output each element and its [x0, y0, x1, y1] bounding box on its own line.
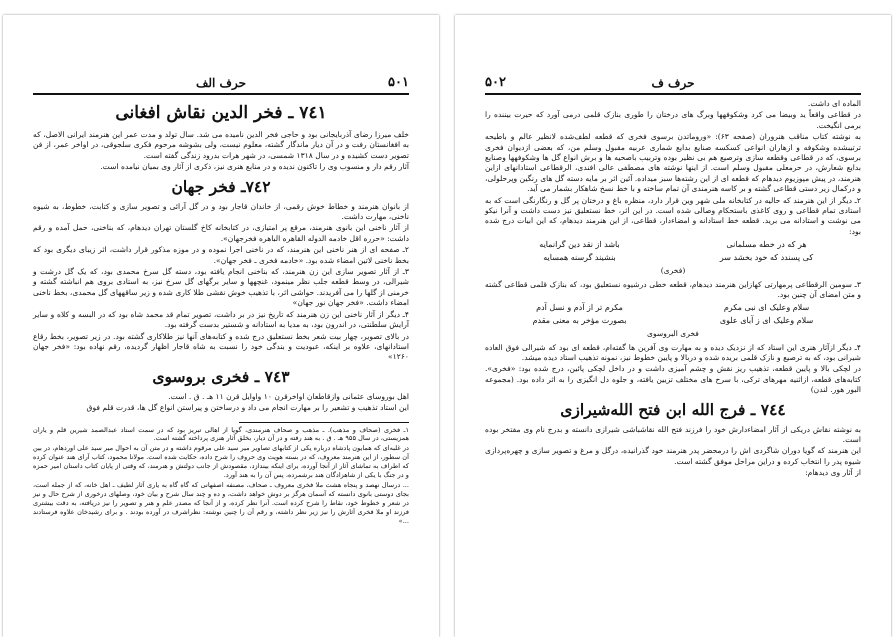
right-page	[455, 15, 891, 637]
poem-line: کی پسندد که خود بخشد سر	[719, 252, 814, 262]
paragraph: ۳ـ از آثار تصویر سازی این زن هنرمند، که بناخنی انجام یافته بود، دسته گل سرخ محمدی بود، که یک گل درشت و شیرالی، در وسط قطعه جلب نظر مینمود، غنچهها و سایر برگهای گل سرخ نیز، به استادی بروی هم انباشته گشته و خرمنی از گلها را می آفریدند. حواشی اثر، با تذهیب خوش نقشی طلا کاری شده و زیر ساقههای گل محمدی، بخط ناخنی امضاء داشت. «فخر جهان نور جهان»	[33, 267, 409, 308]
poem-line: باشد از نقد دین گرانمایه	[539, 240, 620, 250]
page-content	[33, 99, 409, 631]
running-title: حرف ف	[651, 76, 695, 90]
poem-line: بنشیند گرسنه همسایه	[543, 252, 616, 262]
paragraph: در بالای تصویر، چهار بیت شعر بخط نستعلیق درج شده و کتابه‌های آنها نیز طلاکاری گشته بود. در زیر تصویر، بخط رقاع استادانهای، علاوه بر اینکه، عبودیت و بندگی خود را نسبت به شاه قاجار اظهار گردیده، رقم نهاده بود: «فخر جهان ۱۲۶۰»	[33, 331, 409, 362]
paragraph: اهل بوروسای عثمانی وازقاطعان اواخرقرن ۱۰ واوایل قرن ۱۱ هـ . ق . است.	[168, 391, 409, 401]
poem-line: هر که در خطه مسلمانی	[726, 240, 807, 250]
page-header	[485, 67, 861, 95]
paragraph: از آثار وی دیدهام:	[805, 468, 861, 478]
paragraph: الماده ای داشت.	[807, 99, 861, 108]
paragraph: به نوشته نقاش دریکی از آثار امضاءدارش خود را فرزند فتح الله نقاشباشی شیرازی دانسته و بدرج نام وی مفتخر بوده است.	[485, 424, 861, 444]
paragraph: ۲ـ صفحه ای از هنر ناخنی این هنرمند، که در ناخنی اجرا نموده و در موزه مذکور قرار داشت، اثر زیبای دیگری بود که بخط ناخنی لاتین امضاء شده بود. «خادمه فخری ـ فخر جهان».	[33, 245, 409, 265]
paragraph: ۴ـ دیگر ازآثار هنری این استاد که از نزدیک دیده و به مهارت وی آفرین ها گفته‌ام، قطعه ای بود که شیرالی فوق العاده شیرانی بود، که به ترصیع و نازک قلمی بریده شده و دربالا و پایین خطوط نیز، نمونه تذهیب استاد دیده میشد.	[485, 342, 861, 362]
entry-heading: ٧٤٢ـ فخر جهان	[171, 176, 271, 196]
poem-verses	[495, 303, 851, 326]
paragraph: خلف میرزا رضای آذربایجانی بود و حاجی فخر الدین نامیده می شد. سال تولد و مدت عمر این هنرمند ایرانی الاصل، که به افغانستان رفت و در آن دیار ماندگار گشته، معلوم نیست، ولی بشوشه مرحوم فکری سلجوقی، در اواخر عمر، از فن تصویر دست کشیده و در سال ۱۳۱۸ شمسی، در شهر هرات بدرود زندگی گفته است.	[33, 130, 409, 160]
poem-attribution: (فخری)	[660, 266, 686, 276]
entry-heading: ٧٤٤ ـ فرج الله ابن فتح الله‌شیرازی	[560, 399, 786, 419]
paragraph: ۲ـ دیگر از این هنرمند که حالیه در کتابخانه ملی شهر وین قرار دارد، منظره باغ و درختان پر گل و رنگارنگی است که به استادی تمام قطاعی و روی کاغذی باستحکام وصالی شده است. در این اثر، خط نستعلیق نیز دست داشت و آنرا نیکو می نوشت و استادانه می برید. قطعه خط استادانه و امضاءدار، قطاعی، از این هنرمند دیدهام، که این ابیات درج شده بود:	[485, 195, 861, 236]
page-number: ۵۰۲	[485, 75, 506, 90]
paragraph: ۳ـ سومین الرقطاعی پرمهارتی کهازاین هنرمند دیدهام، قطعه خطی درشیوه نستعلیق بود، که بنازک قلمی قطاعی گشته و متن امضای آن چنین بود.	[485, 279, 861, 299]
poem-attribution: فخری البروسوی	[647, 329, 699, 339]
footnote-divider	[239, 422, 409, 423]
poem-line: سلام وعلیک ای ز آبای علوی	[719, 315, 814, 325]
page-number: ۵۰۱	[388, 75, 409, 90]
poem-line: مکرم تر از آدم و نسل آدم	[536, 303, 623, 313]
paragraph: ۴ـ دیگر از آثار ناخنی این زن هنرمند که تاریخ نیز در بر داشت، تصویر تمام قد محمد شاه بود که در البسه و کلاه و سایر آرایش سلطنتی، در اندرون بود، به مدیا به استادانه و شستیر بدست گرفته بود.	[33, 309, 409, 330]
entry-heading: ٧٤١ ـ فخر الدین نقاش افغانی	[115, 103, 327, 123]
left-page	[3, 15, 439, 637]
entry-heading: ٧٤٣ ـ فخری بروسوی	[152, 366, 290, 386]
paragraph: این هنرمند که گویا دوران شاگردی اش را درمحضر پدر هنرمند خود گذرانیده، درگل و مرغ و تصویر سازی و چهره‌پردازی شیوه پدر را انتخاب کرده و دراین مراحل موفق گشته است.	[485, 446, 861, 466]
paragraph: این استاد تذهیب و تشعیر را بر مهارت انجام می داد و درساختن و پیراستن انواع گل ها، قدرت قلم فوق	[86, 403, 409, 413]
footnote: ... درسال نهصد و پنجاه هشت ملا فخری معروف ـ صحاف، مصنفه اصفهانی که گاه گاه به یاری آثار لطیف ـ اهل خانه، که از جمله است، بجای دوستی بانوی دانسته که آسمان هرگز بر دوش خواهد داشت، و ده و چند سال شرح و بیان خود، وصلهای درخوری از شرح حال و نیز در شعر و خطوط خود، نقاط را شرح کرده است. آنرا نظر کرده، و از آنجا که مصدر علم و هنر و تصویر را نیز دریافته، به دقت بیشتری فرزند او ملا فخری آثارش را نیز زیر نظر داشته، و رقم آن را چنین نوشته: نظراشرف در آورده بودند . و برای رشید‌خان علاوه فرستادند ...»	[33, 480, 409, 525]
paragraph: در قطاعی واقعاً ید وبیضا می کرد وشکوفهها وبرگ های درختان را طوری بنازک قلمی درمی آورد که حیرت بیننده را برمی انگیخت.	[485, 110, 861, 130]
paragraph: در لچکی بالا و پایین قطعه، تذهیب ریز نقش و چشم آمیزی داشت و در داخل لچکی پائین، درج شده بود: «فخری». کتابه‌های قطعه، ازاثنیه مهرهای ترکی، با سرح های مختلف تزیین یافته، و جلوه دل انگیزی را به اثر داده بود. (مجموعه البور هور. لندن)	[485, 364, 861, 395]
poem-line: بصورت مؤخر به معنی مقدم	[532, 315, 627, 325]
running-title: حرف الف	[195, 76, 247, 90]
page-header	[33, 67, 409, 95]
paragraph: از آثار ناخنی این بانوی هنرمند، مرقع پر امتیازی، در کتابخانه کاخ گلستان تهران دیدهام، که بناخنی، حمل آمده و رقم داشت: «حرره اقل خادمه الدوله القاهره الباهره فخرجهان».	[33, 223, 409, 243]
poem-verses	[495, 240, 851, 263]
page-content	[485, 99, 861, 631]
paragraph: آثار رقم دار و منسوب وی را تاکنون ندیده و در منابع هنری نیز، ذکری از آثار وی بمیان نیامده است.	[100, 162, 409, 172]
footnote: در غلبه‌ای که همایون پادشاه درباره یکی از کتابهای تصاویر میر سید علی مرقوم داشته و در متن آن به احوال میر سید علی اوردهام، در بین آن سطور، از این هنرمند معروف، که در بسته هویت وی حروف را شرح داده، حکایت شده است. مولانا محمود، کتاب آرای هند عنوان کرده که اطراف به تماشای آثار از آنجا آورده، برای اینکه بیندازد، مقصودش از جانب دولتش و هنرمند، که وقتی از پایان کتاب داستان امیر حمزه و در جنگ با یکی از شاهزادگان هند برشمرده، پس آن را به هند آورد.	[33, 444, 409, 480]
paragraph: به نوشته کتاب مناقب هنروران (صفحه ۶۳): «وروماتدن برسوی فخری که قطعه لطف‌شده لانظیر عالم و باطیحه ترتیبشده وشکوفه و ازهاران انواعی کسکسه صنایع بدایع شماری عربیه مقبول وسلم من، که بعضی ازدیوان فخری برسوی، که در قطاعی وقطعه سازی وترصیع هم بی نظیر بوده وتربیب باصحیه ها و برش انواع گل ها وشکوفهها وصنایع بدایع شعارش، در حرمعلی مقبول وسلم است. از اینها نوشته های مصطفی عالی افندی، الرقطاعی استادانهای ازاین هنرمند، در پیش مپوزیوم دیدهام که قطعه ای از این رشته‌ها سبز میداده. آئین اثر بر مایه دسته گل های رنگین وپرحلولی، و درکمال زیر دستی قطاعی گشته و بر کاسه هنرمندی آن تمام ساخته و با خط نسخ شاهکار بشمار می آید.	[485, 132, 862, 194]
paragraph: از بانوان هنرمند و خطاط خوش رقمی، از خاندان قاجار بود و در گل آرائی و تصویر سازی و کتابت، خطوط، به شیوه ناخنی، مهارت داشت.	[33, 201, 409, 222]
footnote: ۱ـ فخری (صحاف و مذهب). ـ مذهب و صحاف هنرمندی، گویا از اهالی تبریز بود که در سمت استاد عبدالصمد شیرین قلم و یاران همزیستی، در سال ۹۵۵ هـ . ق . به هند رفته و در آن دیار، بخلق آثار هنری پرداخته گشته است.	[33, 425, 409, 443]
poem-line: سلام وعلیک ای نبی مکرم	[723, 303, 810, 313]
